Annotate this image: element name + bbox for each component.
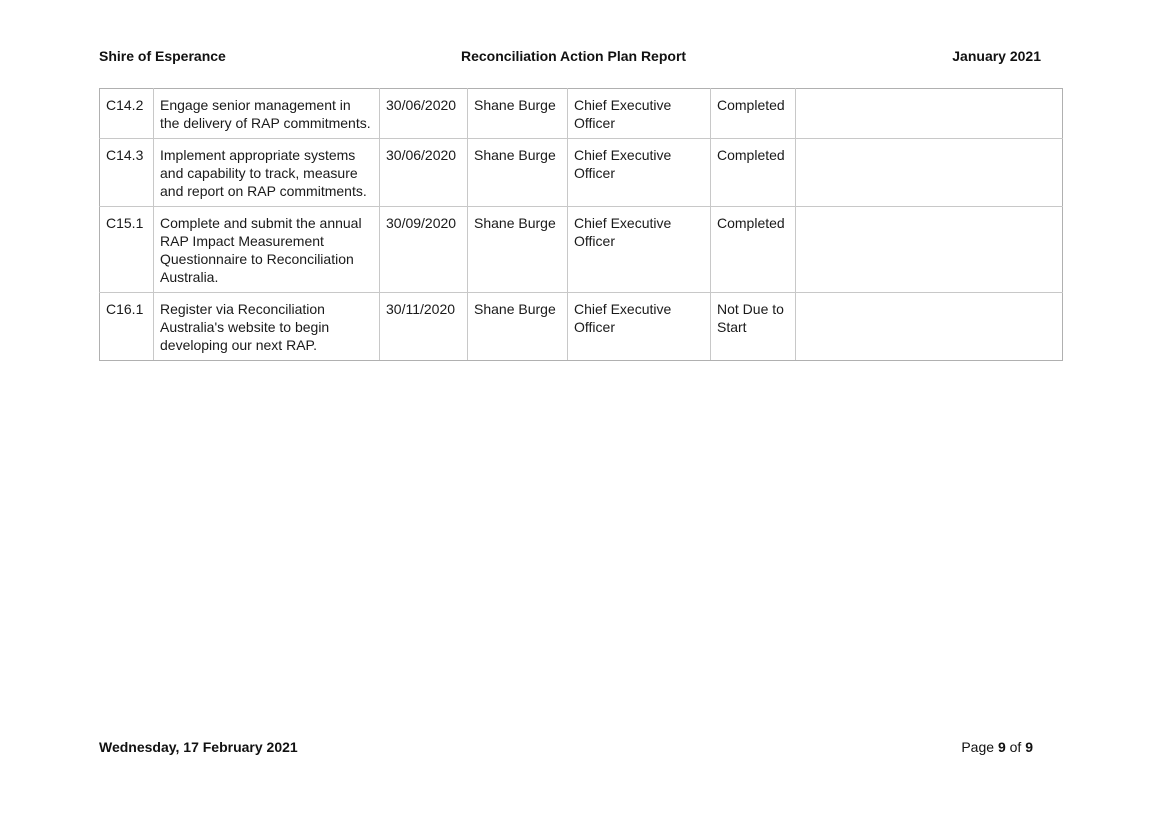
responsible-person: Shane Burge (468, 139, 568, 207)
action-id: C16.1 (100, 293, 154, 361)
responsible-person: Shane Burge (468, 293, 568, 361)
responsible-position: Chief Executive Officer (568, 89, 711, 139)
report-title: Reconciliation Action Plan Report (461, 48, 687, 64)
due-date: 30/09/2020 (380, 207, 468, 293)
action-description: Complete and submit the annual RAP Impact Measurement Questionnaire to Reconciliation Australia. (154, 207, 380, 293)
due-date: 30/06/2020 (380, 139, 468, 207)
due-date: 30/11/2020 (380, 293, 468, 361)
action-description: Register via Reconciliation Australia's website to begin developing our next RAP. (154, 293, 380, 361)
comments (796, 139, 1063, 207)
table-row (100, 207, 1063, 293)
status: Completed (711, 139, 796, 207)
current-page: 9 (997, 739, 1006, 755)
responsible-position: Chief Executive Officer (568, 139, 711, 207)
status: Completed (711, 207, 796, 293)
page-word: Page (961, 739, 995, 755)
total-pages: 9 (1025, 739, 1033, 755)
responsible-person: Shane Burge (468, 207, 568, 293)
action-id: C14.2 (100, 89, 154, 139)
action-description: Engage senior management in the delivery of RAP commitments. (154, 89, 380, 139)
of-word: of (1009, 739, 1022, 755)
page-number (961, 739, 1033, 755)
comments (796, 89, 1063, 139)
action-id: C14.3 (100, 139, 154, 207)
rap-actions-table (99, 88, 1063, 361)
responsible-position: Chief Executive Officer (568, 207, 711, 293)
action-id: C15.1 (100, 207, 154, 293)
status: Not Due to Start (711, 293, 796, 361)
responsible-position: Chief Executive Officer (568, 293, 711, 361)
report-date: Wednesday, 17 February 2021 (99, 739, 298, 755)
comments (796, 293, 1063, 361)
table-row (100, 293, 1063, 361)
comments (796, 207, 1063, 293)
organisation-name: Shire of Esperance (99, 48, 226, 64)
due-date: 30/06/2020 (380, 89, 468, 139)
responsible-person: Shane Burge (468, 89, 568, 139)
table-row (100, 139, 1063, 207)
table-row (100, 89, 1063, 139)
action-description: Implement appropriate systems and capability to track, measure and report on RAP commitments. (154, 139, 380, 207)
status: Completed (711, 89, 796, 139)
report-period: January 2021 (952, 48, 1041, 64)
